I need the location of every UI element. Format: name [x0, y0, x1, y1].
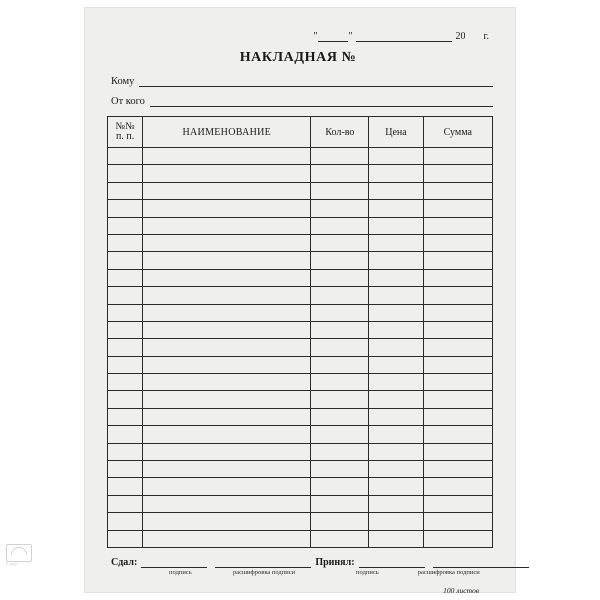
date-day-blank[interactable]: [318, 32, 348, 42]
cell-number[interactable]: [108, 304, 143, 321]
column-header-price: Цена: [369, 117, 423, 148]
cell-quantity[interactable]: [311, 339, 369, 356]
handed-label: Сдал:: [111, 556, 138, 568]
field-sender-input[interactable]: [150, 96, 493, 107]
sheets-note: 100 листов: [443, 585, 479, 595]
cell-number[interactable]: [108, 408, 143, 425]
caption-handed-decoding: расшифровка подписи: [233, 568, 296, 576]
table-row: [108, 252, 493, 269]
cell-quantity[interactable]: [311, 408, 369, 425]
table-row: [108, 513, 493, 530]
table-row: [108, 478, 493, 495]
cell-number[interactable]: [108, 461, 143, 478]
table-row: [108, 408, 493, 425]
caption-received-decoding: расшифровка подписи: [417, 568, 480, 576]
cell-price[interactable]: [369, 461, 423, 478]
cell-sum[interactable]: [423, 513, 492, 530]
form-content: [107, 26, 493, 595]
cell-sum[interactable]: [423, 443, 492, 460]
column-header-number-line1: №№: [115, 120, 135, 132]
cell-number[interactable]: [108, 269, 143, 286]
cell-price[interactable]: [369, 182, 423, 199]
table-row: [108, 426, 493, 443]
page-title: НАКЛАДНАЯ №: [239, 50, 357, 65]
cell-price[interactable]: [369, 321, 423, 338]
table-row: [108, 321, 493, 338]
cell-name[interactable]: [143, 252, 311, 269]
field-recipient-input[interactable]: [139, 76, 493, 87]
cell-quantity[interactable]: [311, 182, 369, 199]
column-header-quantity: Кол-во: [311, 117, 369, 148]
table-row: [108, 217, 493, 234]
cell-number[interactable]: [108, 200, 143, 217]
cell-quantity[interactable]: [311, 217, 369, 234]
cell-name[interactable]: [143, 530, 311, 547]
table-row: [108, 461, 493, 478]
cell-price[interactable]: [369, 495, 423, 512]
cell-name[interactable]: [143, 478, 311, 495]
cell-number[interactable]: [108, 339, 143, 356]
cell-sum[interactable]: [423, 217, 492, 234]
items-table-head: [108, 117, 493, 148]
cell-price[interactable]: [369, 165, 423, 182]
cell-number[interactable]: [108, 495, 143, 512]
cell-quantity[interactable]: [311, 287, 369, 304]
cell-sum[interactable]: [423, 148, 492, 165]
cell-number[interactable]: [108, 374, 143, 391]
cell-name[interactable]: [143, 304, 311, 321]
cell-price[interactable]: [369, 200, 423, 217]
cell-name[interactable]: [143, 426, 311, 443]
table-row: [108, 234, 493, 251]
caption-received-signature: подпись: [356, 568, 379, 576]
cell-name[interactable]: [143, 234, 311, 251]
received-decoding-blank[interactable]: [433, 558, 529, 568]
cell-price[interactable]: [369, 391, 423, 408]
cell-quantity[interactable]: [311, 234, 369, 251]
cell-price[interactable]: [369, 269, 423, 286]
cell-price[interactable]: [369, 513, 423, 530]
cell-quantity[interactable]: [311, 200, 369, 217]
date-line: [107, 26, 493, 42]
column-header-name: НАИМЕНОВАНИЕ: [143, 117, 311, 148]
table-row: [108, 339, 493, 356]
cell-price[interactable]: [369, 304, 423, 321]
caption-handed-signature: подпись: [169, 568, 192, 576]
column-header-sum: Сумма: [423, 117, 492, 148]
cell-sum[interactable]: [423, 408, 492, 425]
cell-quantity[interactable]: [311, 461, 369, 478]
table-row: [108, 495, 493, 512]
cell-quantity[interactable]: [311, 252, 369, 269]
cell-name[interactable]: [143, 391, 311, 408]
cell-quantity[interactable]: [311, 530, 369, 547]
date-year-prefix: 20: [455, 31, 466, 42]
cell-name[interactable]: [143, 443, 311, 460]
cell-quantity[interactable]: [311, 374, 369, 391]
cell-number[interactable]: [108, 513, 143, 530]
cell-sum[interactable]: [423, 234, 492, 251]
cell-price[interactable]: [369, 530, 423, 547]
cell-sum[interactable]: [423, 374, 492, 391]
cell-sum[interactable]: [423, 478, 492, 495]
cell-number[interactable]: [108, 426, 143, 443]
cell-name[interactable]: [143, 495, 311, 512]
field-recipient-label: Кому: [111, 76, 135, 87]
cell-price[interactable]: [369, 339, 423, 356]
cell-number[interactable]: [108, 252, 143, 269]
cell-name[interactable]: [143, 200, 311, 217]
cell-quantity[interactable]: [311, 165, 369, 182]
date-quote-close: ": [348, 31, 353, 42]
cell-number[interactable]: [108, 530, 143, 547]
field-sender: [107, 96, 493, 107]
table-row: [108, 269, 493, 286]
cell-number[interactable]: [108, 234, 143, 251]
cell-quantity[interactable]: [311, 391, 369, 408]
cell-sum[interactable]: [423, 321, 492, 338]
cell-quantity[interactable]: [311, 443, 369, 460]
cell-name[interactable]: [143, 513, 311, 530]
cell-sum[interactable]: [423, 391, 492, 408]
column-header-number-line2: п. п.: [115, 131, 135, 142]
cell-sum[interactable]: [423, 461, 492, 478]
watermark-label: Комус: [6, 561, 19, 566]
cell-number[interactable]: [108, 321, 143, 338]
items-table-body: [108, 148, 493, 548]
cell-number[interactable]: [108, 182, 143, 199]
cell-name[interactable]: [143, 217, 311, 234]
handed-block: [111, 557, 315, 568]
cell-sum[interactable]: [423, 426, 492, 443]
cell-price[interactable]: [369, 252, 423, 269]
cell-sum[interactable]: [423, 269, 492, 286]
table-header-row: [108, 117, 493, 148]
table-row: [108, 356, 493, 373]
cell-sum[interactable]: [423, 339, 492, 356]
field-recipient: [107, 76, 493, 87]
cell-number[interactable]: [108, 356, 143, 373]
received-block: [315, 557, 532, 568]
column-header-number: [108, 117, 143, 148]
cell-sum[interactable]: [423, 287, 492, 304]
table-row: [108, 148, 493, 165]
cell-price[interactable]: [369, 443, 423, 460]
cell-sum[interactable]: [423, 165, 492, 182]
cell-sum[interactable]: [423, 304, 492, 321]
table-row: [108, 182, 493, 199]
cell-number[interactable]: [108, 478, 143, 495]
date-year-suffix: г.: [483, 31, 489, 42]
cell-quantity[interactable]: [311, 269, 369, 286]
cell-sum[interactable]: [423, 200, 492, 217]
cell-name[interactable]: [143, 165, 311, 182]
handed-decoding-blank[interactable]: [215, 558, 311, 568]
cell-quantity[interactable]: [311, 356, 369, 373]
watermark: [6, 544, 32, 566]
cell-quantity[interactable]: [311, 513, 369, 530]
cell-number[interactable]: [108, 287, 143, 304]
table-row: [108, 287, 493, 304]
received-signature-blank[interactable]: [359, 558, 425, 568]
cell-name[interactable]: [143, 287, 311, 304]
handed-signature-blank[interactable]: [141, 558, 207, 568]
cell-price[interactable]: [369, 374, 423, 391]
cell-number[interactable]: [108, 148, 143, 165]
cell-sum[interactable]: [423, 495, 492, 512]
table-row: [108, 530, 493, 547]
cell-name[interactable]: [143, 356, 311, 373]
table-row: [108, 304, 493, 321]
cell-sum[interactable]: [423, 530, 492, 547]
cell-price[interactable]: [369, 148, 423, 165]
cell-name[interactable]: [143, 321, 311, 338]
cell-name[interactable]: [143, 374, 311, 391]
table-row: [108, 391, 493, 408]
cell-quantity[interactable]: [311, 495, 369, 512]
cell-number[interactable]: [108, 391, 143, 408]
table-row: [108, 443, 493, 460]
cell-number[interactable]: [108, 217, 143, 234]
signature-footer: [107, 557, 493, 595]
cell-sum[interactable]: [423, 252, 492, 269]
cell-price[interactable]: [369, 217, 423, 234]
cell-name[interactable]: [143, 408, 311, 425]
cell-price[interactable]: [369, 478, 423, 495]
table-row: [108, 165, 493, 182]
cell-name[interactable]: [143, 339, 311, 356]
field-sender-label: От кого: [111, 96, 145, 107]
signature-row: [111, 557, 489, 568]
title-row: [107, 48, 493, 66]
cell-price[interactable]: [369, 287, 423, 304]
cell-price[interactable]: [369, 234, 423, 251]
cell-name[interactable]: [143, 269, 311, 286]
table-row: [108, 200, 493, 217]
cell-sum[interactable]: [423, 356, 492, 373]
table-row: [108, 374, 493, 391]
cell-number[interactable]: [108, 165, 143, 182]
cell-price[interactable]: [369, 426, 423, 443]
cell-quantity[interactable]: [311, 148, 369, 165]
signature-captions: [111, 569, 489, 576]
cell-name[interactable]: [143, 148, 311, 165]
cell-name[interactable]: [143, 461, 311, 478]
received-label: Принял:: [315, 556, 355, 568]
cell-price[interactable]: [369, 356, 423, 373]
date-quote-open: ": [313, 31, 318, 42]
cell-number[interactable]: [108, 443, 143, 460]
items-table: [107, 116, 493, 548]
cell-quantity[interactable]: [311, 304, 369, 321]
cell-quantity[interactable]: [311, 426, 369, 443]
cell-quantity[interactable]: [311, 478, 369, 495]
cell-sum[interactable]: [423, 182, 492, 199]
cell-name[interactable]: [143, 182, 311, 199]
cell-price[interactable]: [369, 408, 423, 425]
cell-quantity[interactable]: [311, 321, 369, 338]
paper-sheet: [85, 8, 515, 595]
date-month-blank[interactable]: [356, 32, 452, 42]
